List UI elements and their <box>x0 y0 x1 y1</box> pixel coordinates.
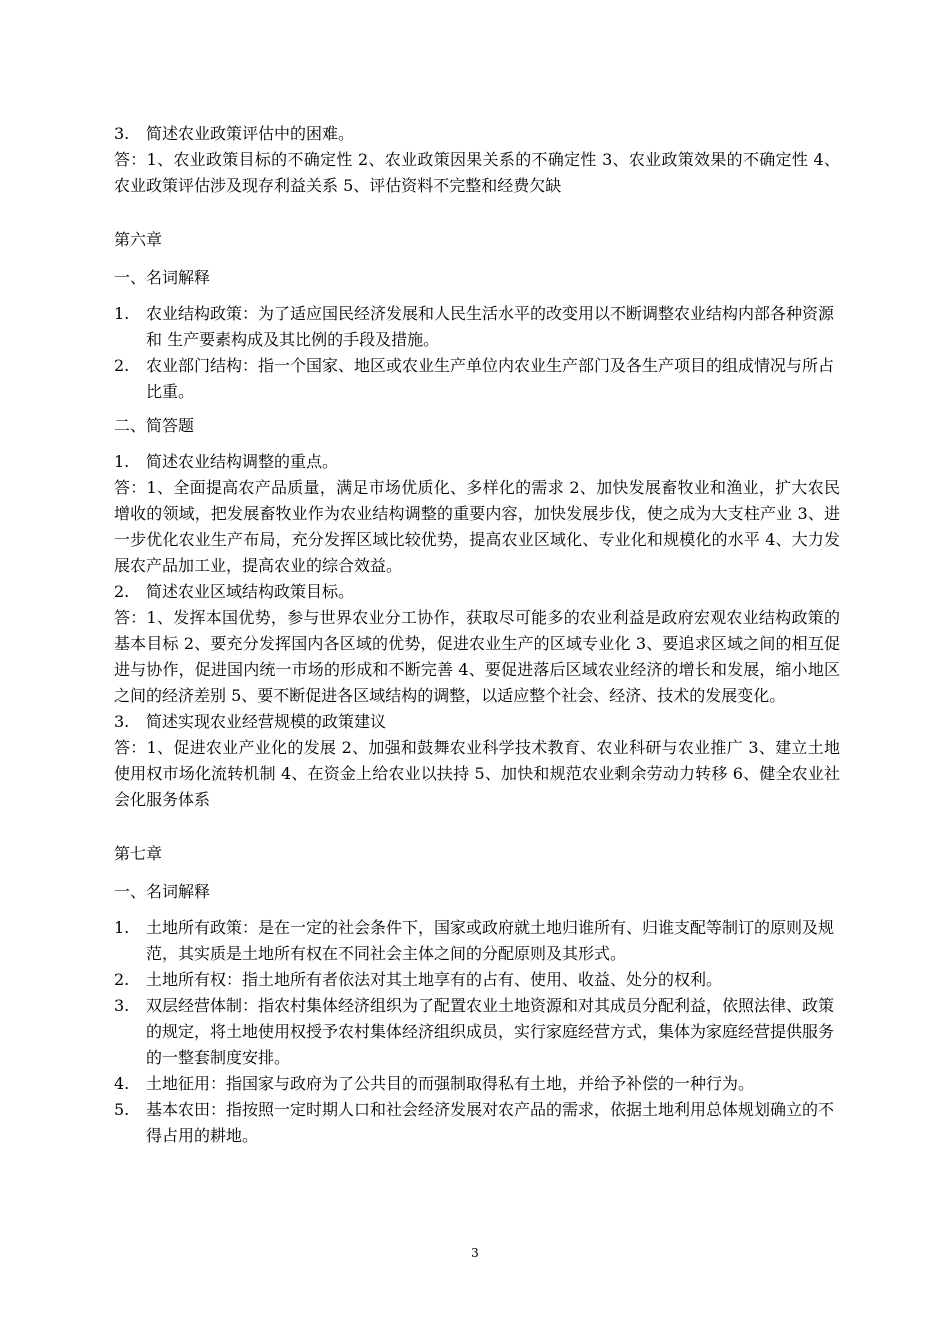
question-number: 1. <box>114 452 130 471</box>
answer-text: 答：1、全面提高农产品质量，满足市场优质化、多样化的需求 2、加快发展畜牧业和渔业，扩大农民增收的领域，把发展畜牧业作为农业结构调整的重要内容，加快发展步伐，使之成为大支柱产业 3、进一步优化农业生产布局，充分发挥区域比较优势，提高农业区域化、专业化和规模化的水平 4、大力发展农产品加工业，提高农业的综合效益。 <box>114 478 840 575</box>
term-item <box>114 1097 840 1149</box>
term-number: 5. <box>114 1100 130 1119</box>
term-number: 2. <box>114 970 130 989</box>
term-number: 1. <box>114 918 130 937</box>
term-number: 2. <box>114 356 130 375</box>
term-text: 土地所有权：指土地所有者依法对其土地享有的占有、使用、收益、处分的权利。 <box>146 970 723 989</box>
term-text: 农业结构政策：为了适应国民经济发展和人民生活水平的改变用以不断调整农业结构内部各种资源和 生产要素构成及其比例的手段及措施。 <box>146 304 835 349</box>
section-heading: 一、名词解释 <box>114 268 211 287</box>
question-item <box>114 579 840 605</box>
term-text: 土地所有政策：是在一定的社会条件下，国家或政府就土地归谁所有、归谁支配等制订的原则及规范，其实质是土地所有权在不同社会主体之间的分配原则及其形式。 <box>146 918 835 963</box>
question-number: 3. <box>114 124 130 143</box>
term-item <box>114 1071 840 1097</box>
question-item <box>114 449 840 475</box>
question-text: 简述实现农业经营规模的政策建议 <box>146 712 387 731</box>
term-text: 土地征用：指国家与政府为了公共目的而强制取得私有土地，并给予补偿的一种行为。 <box>146 1074 755 1093</box>
question-number: 2. <box>114 582 130 601</box>
chapter-title: 第六章 <box>114 230 163 249</box>
answer-text: 答：1、发挥本国优势，参与世界农业分工协作，获取尽可能多的农业利益是政府宏观农业结构政策的基本目标 2、要充分发挥国内各区域的优势，促进农业生产的区域专业化 3、要追求区域之间的相互促进与协作，促进国内统一市场的形成和不断完善 4、要促进落后区域农业经济的增长和发展，缩小地区之间的经济差别 5、要不断促进各区域结构的调整，以适应整个社会、经济、技术的发展变化。 <box>114 608 840 705</box>
term-text: 农业部门结构：指一个国家、地区或农业生产单位内农业生产部门及各生产项目的组成情况与所占比重。 <box>146 356 835 401</box>
term-item <box>114 967 840 993</box>
term-item <box>114 301 840 353</box>
question-item <box>114 121 840 147</box>
section-heading: 一、名词解释 <box>114 882 211 901</box>
term-number: 4. <box>114 1074 130 1093</box>
term-number: 1. <box>114 304 130 323</box>
term-item <box>114 353 840 405</box>
page-number: 3 <box>471 1246 479 1260</box>
term-text: 基本农田：指按照一定时期人口和社会经济发展对农产品的需求，依据土地利用总体规划确立的不得占用的耕地。 <box>146 1100 835 1145</box>
section-heading: 二、简答题 <box>114 416 195 435</box>
term-text: 双层经营体制：指农村集体经济组织为了配置农业土地资源和对其成员分配利益，依照法律、政策的规定，将土地使用权授予农村集体经济组织成员，实行家庭经营方式，集体为家庭经营提供服务的一整套制度安排。 <box>146 996 835 1067</box>
term-item <box>114 993 840 1071</box>
page-content <box>114 121 840 1149</box>
question-number: 3. <box>114 712 130 731</box>
answer-text: 答：1、农业政策目标的不确定性 2、农业政策因果关系的不确定性 3、农业政策效果的不确定性 4、农业政策评估涉及现存利益关系 5、评估资料不完整和经费欠缺 <box>114 150 840 195</box>
question-text: 简述农业结构调整的重点。 <box>146 452 339 471</box>
chapter-title: 第七章 <box>114 844 163 863</box>
answer-text: 答：1、促进农业产业化的发展 2、加强和鼓舞农业科学技术教育、农业科研与农业推广 3、建立土地使用权市场化流转机制 4、在资金上给农业以扶持 5、加快和规范农业剩余劳动力转移 6、健全农业社会化服务体系 <box>114 738 840 809</box>
term-item <box>114 915 840 967</box>
question-item <box>114 709 840 735</box>
question-text: 简述农业政策评估中的困难。 <box>146 124 355 143</box>
question-text: 简述农业区域结构政策目标。 <box>146 582 355 601</box>
term-number: 3. <box>114 996 130 1015</box>
